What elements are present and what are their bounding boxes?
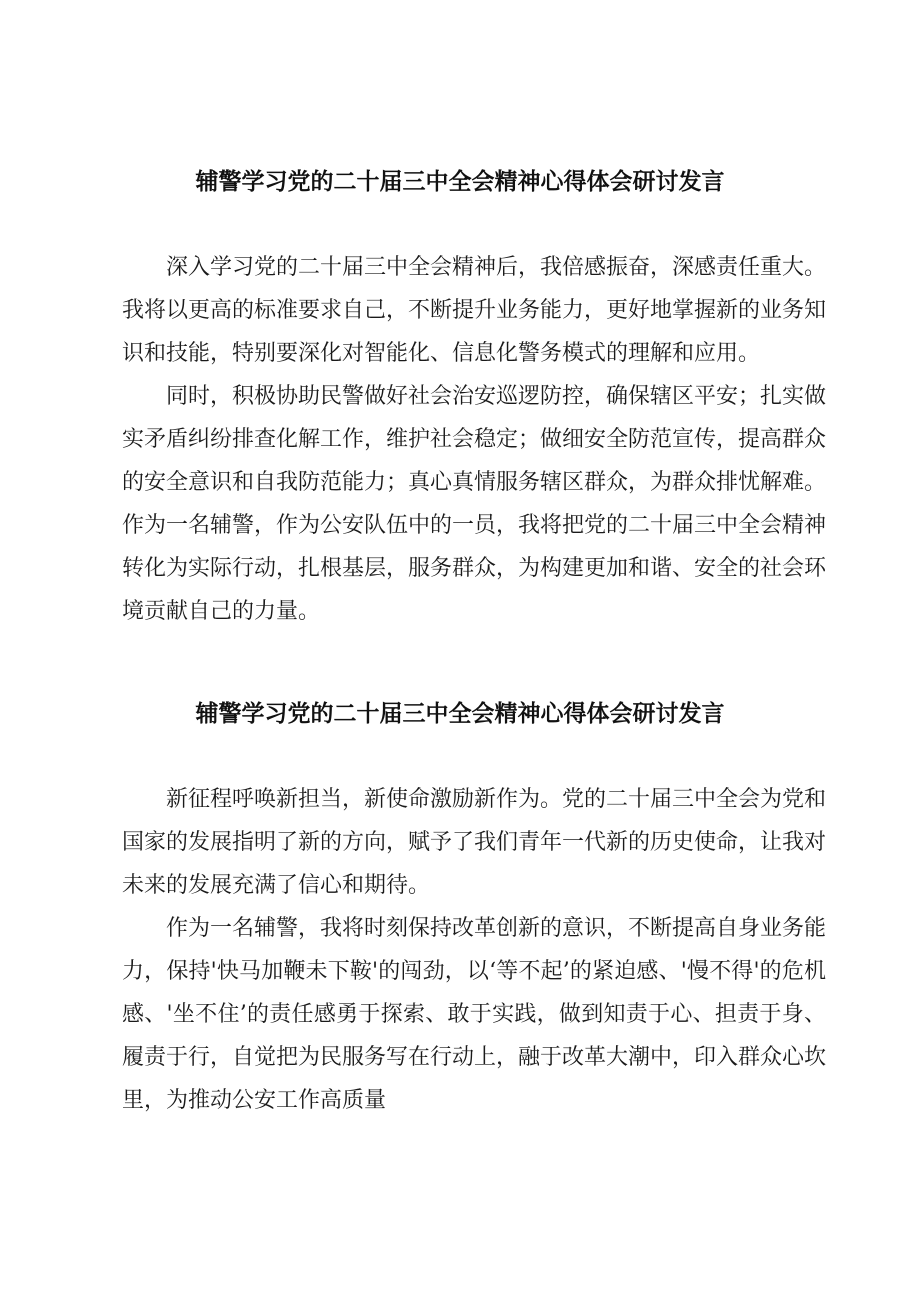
section-1-paragraph-1: 深入学习党的二十届三中全会精神后，我倍感振奋，深感责任重大。我将以更高的标准要求自己，不断提升业务能力，更好地掌握新的业务知识和技能，特别要深化对智能化、信息化警务模式的理解和应用。: [122, 255, 827, 366]
section-1-title: 辅警学习党的二十届三中全会精神心得体会研讨发言: [195, 169, 725, 195]
section-1-paragraph-2: 同时，积极协助民警做好社会治安巡逻防控，确保辖区平安；扎实做实矛盾纠纷排查化解工作，维护社会稳定；做细安全防范宣传，提高群众的安全意识和自我防范能力；真心真情服务辖区群众，为群众排忧解难。作为一名辅警，作为公安队伍中的一员，我将把党的二十届三中全会精神转化为实际行动，扎根基层，服务群众，为构建更加和谐、安全的社会环境贡献自己的力量。: [122, 384, 827, 624]
section-2-title: 辅警学习党的二十届三中全会精神心得体会研讨发言: [195, 701, 725, 727]
section-2-paragraph-1: 新征程呼唤新担当，新使命激励新作为。党的二十届三中全会为党和国家的发展指明了新的方向，赋予了我们青年一代新的历史使命，让我对未来的发展充满了信心和期待。: [122, 787, 827, 898]
section-2-paragraph-2: 作为一名辅警，我将时刻保持改革创新的意识，不断提高自身业务能力，保持'快马加鞭未下鞍'的闯劲，以‘等不起’的紧迫感、'慢不得'的危机感、'坐不住’的责任感勇于探索、敢于实践，做到知责于心、担责于身、履责于行，自觉把为民服务写在行动上，融于改革大潮中，印入群众心坎里，为推动公安工作高质量: [122, 916, 827, 1113]
